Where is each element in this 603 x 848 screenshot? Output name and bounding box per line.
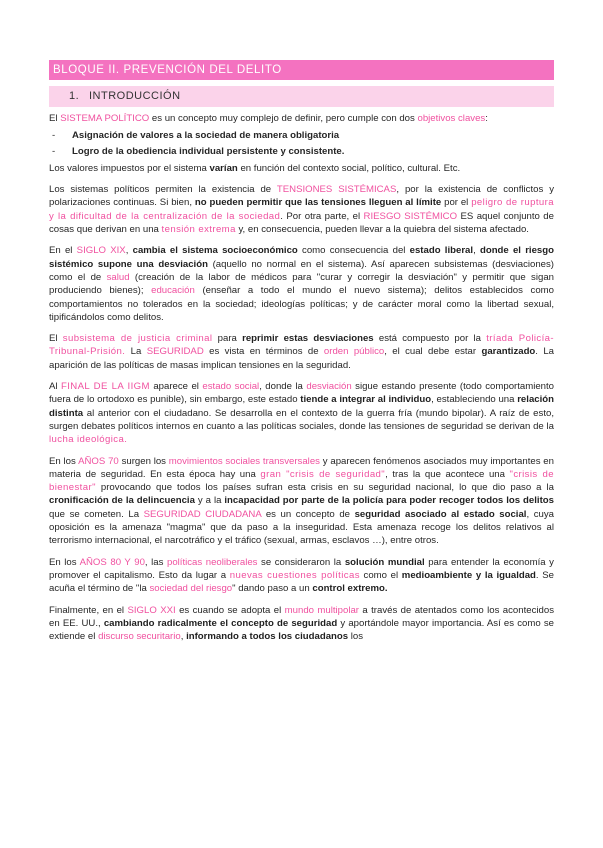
text: sigue estando presente (todo comportamiento fuera de lo ortodoxo es punible), sin embargo, este estado — [49, 381, 555, 406]
bold-text: donde el riesgo sistémico supone una desviación — [49, 245, 554, 270]
bold-text: reprimir estas desviaciones — [242, 333, 374, 345]
highlight: gran "crisis de seguridad" — [260, 468, 386, 480]
text: : — [485, 113, 488, 124]
section-title: INTRODUCCIÓN — [89, 90, 181, 102]
highlight: nuevas cuestiones políticas — [229, 569, 360, 581]
list-item-text: Logro de la obediencia individual persistente y consistente. — [72, 145, 345, 157]
bold-text: cambia el sistema socioeconómico — [132, 245, 298, 257]
text: En el — [49, 245, 77, 257]
text: Los valores impuestos por el sistema — [49, 162, 210, 174]
text: y a la — [194, 495, 225, 507]
highlight: estado social — [202, 381, 260, 393]
text: para entender la economía y promover el capitalismo. Esto da lugar a — [49, 556, 554, 581]
text: a través de atentados como los acontecidos en EE. UU., — [49, 604, 554, 629]
text: , por la existencia de conflictos y polarizaciones continuas. Si bien, — [49, 184, 554, 209]
list-item — [49, 129, 554, 142]
highlight: educación — [151, 285, 195, 297]
highlight: SISTEMA POLÍTICO — [60, 113, 150, 124]
text: en función del contexto social, político, cultural. Etc. — [237, 162, 461, 174]
bold-text: estado liberal — [409, 245, 474, 257]
text: y aparecen fenómenos asociados muy importantes en materia de seguridad. En esta época hay una — [49, 455, 554, 480]
bold-text: varían — [209, 162, 238, 174]
text: Al — [49, 381, 61, 393]
text: . La aparición de las políticas de masas implican tensiones en la seguridad. — [49, 346, 554, 371]
text: aparece el — [149, 381, 203, 393]
text: , — [125, 245, 133, 257]
bold-text: informando a todos los ciudadanos — [186, 631, 349, 643]
text: El — [49, 333, 63, 345]
text: y, en consecuencia, pueden llevar a la quiebra del sistema afectado. — [235, 224, 529, 236]
text: En los — [49, 455, 79, 467]
list-item — [49, 145, 554, 158]
bold-text: garantizado — [481, 346, 536, 358]
paragraph-siglo-xix — [49, 244, 554, 324]
text: , — [180, 631, 187, 643]
highlight: SEGURIDAD — [146, 346, 204, 358]
text: es un concepto muy complejo de definir, pero cumple con dos — [149, 113, 418, 124]
bold-text: no pueden permitir que las tensiones lleguen al límite — [194, 197, 442, 209]
section-heading — [49, 86, 554, 107]
text: , — [473, 245, 480, 257]
text: , cuya oposición es la amenaza "magma" que da paso a la inseguridad. Esta amenaza recoge los delitos relativos al terrorismo internacional, el narcotráfico y el tráfico (sexual, armas, esclavos …), entre otros. — [49, 508, 555, 547]
highlight: SIGLO XXI — [127, 604, 176, 616]
bullet-dash: - — [52, 130, 56, 142]
text: por el — [441, 197, 472, 209]
highlight: peligro de ruptura y la dificultad de la centralización de la sociedad — [49, 197, 554, 222]
paragraph-final-iigm — [49, 380, 554, 446]
bold-text: solución mundial — [344, 556, 425, 568]
section-number: 1. — [69, 90, 80, 102]
text: para — [212, 333, 243, 345]
text: , las — [144, 556, 167, 568]
text: surgen los — [118, 455, 169, 467]
text: al anterior con el ciudadano. Se desarrolla en el contexto de la guerra fría (mundo bipolar). A raíz de esto, surgen debates políticos internos en cuanto a las políticas sociales, donde las tensiones de seguridad se derivan de la — [49, 407, 554, 432]
text: . Por otra parte, el — [280, 210, 364, 222]
highlight: subsistema de justicia criminal — [62, 333, 213, 345]
highlight: movimientos sociales transversales — [168, 455, 320, 467]
highlight: FINAL DE LA IIGM — [60, 381, 150, 393]
bold-text: control extremo. — [312, 583, 388, 595]
text: ES aquel conjunto de cosas que derivan en una — [49, 210, 554, 236]
highlight: desviación — [306, 381, 352, 393]
document-body — [49, 112, 554, 651]
highlight: tríada Policía-Tribunal-Prisión. — [49, 333, 554, 358]
text: provocando que todos los países sufran esta crisis en su seguridad nacional, lo que dio paso a la — [95, 482, 554, 494]
text: los — [348, 631, 364, 643]
objectives-list — [49, 129, 554, 158]
bloque-heading: BLOQUE II. PREVENCIÓN DEL DELITO — [49, 60, 554, 80]
highlight: objetivos claves — [417, 113, 486, 124]
text: que se cometen. La — [49, 508, 144, 520]
text: (creación de la labor de médicos para "curar y corregir la desviación" y permitir que sigan produciendo bienes); — [49, 271, 554, 297]
paragraph-valores — [49, 162, 554, 175]
text: es cuando se adopta el — [175, 604, 285, 616]
text: , tras la que acontece una — [385, 468, 510, 480]
bold-text: incapacidad por parte de la policía para poder recoger todos los delitos — [224, 495, 554, 507]
highlight: tensión extrema — [161, 224, 236, 236]
text: como el — [359, 569, 402, 581]
highlight: TENSIONES SISTÉMICAS — [276, 184, 397, 196]
bold-text: relación distinta — [49, 394, 554, 419]
text: Los sistemas políticos permiten la existencia de — [49, 184, 277, 196]
highlight: sociedad del riesgo — [149, 583, 233, 595]
highlight: lucha ideológica. — [49, 434, 128, 446]
text: La — [125, 346, 147, 358]
highlight: "crisis de bienestar" — [49, 468, 554, 494]
highlight: SIGLO XIX — [76, 245, 126, 257]
text: , donde la — [259, 381, 307, 393]
paragraph-justicia-criminal — [49, 332, 554, 372]
paragraph-sistema-politico — [49, 112, 554, 125]
highlight: salud — [106, 271, 130, 283]
text: , el cual debe estar — [384, 346, 482, 358]
text: se consideraron la — [257, 556, 345, 568]
bold-text: cambiando radicalmente el concepto de seguridad — [103, 617, 338, 629]
bold-text: tiende a integrar al individuo — [300, 394, 432, 406]
highlight: orden público — [323, 346, 385, 358]
bold-text: seguridad asociado al estado social — [354, 508, 527, 520]
text: , estableciendo una — [431, 394, 518, 406]
paragraph-siglo-xxi — [49, 604, 554, 644]
highlight: discurso securitario — [98, 631, 181, 643]
text: . Se acuña el término de "la — [49, 569, 554, 595]
text: Finalmente, en el — [49, 604, 128, 616]
text: " dando paso a un — [232, 583, 313, 595]
highlight: AÑOS 70 — [78, 455, 119, 467]
highlight: SEGURIDAD CIUDADANA — [143, 508, 262, 520]
text: (enseñar a todo el mundo el nuevo sistema); delitos establecidos como comportamientos no tolerados en la sociedad; ideologías políticas; y de carácter moral como la libertad sexual, tipificándolos como delitos. — [49, 285, 554, 323]
list-item-text: Asignación de valores a la sociedad de manera obligatoria — [72, 130, 340, 142]
highlight: políticas neoliberales — [166, 556, 258, 568]
text: es un concepto de — [261, 508, 355, 520]
text: es vista en términos de — [203, 346, 324, 358]
paragraph-tensiones — [49, 183, 554, 236]
text: El — [49, 113, 61, 124]
bold-text: medioambiente y la igualdad — [401, 569, 536, 581]
paragraph-anos-70 — [49, 455, 554, 548]
text: (aquello no normal en el sistema). Así aparecen subsistemas (desviaciones) como el de — [49, 258, 554, 283]
highlight: RIESGO SISTÉMICO — [363, 210, 458, 222]
text: está compuesto por la — [373, 333, 487, 345]
text: como consecuencia del — [297, 245, 410, 257]
text: y aportándole mayor importancia. Así es como se extiende el — [49, 617, 554, 643]
highlight: mundo multipolar — [284, 604, 359, 616]
bold-text: cronificación de la delincuencia — [49, 495, 195, 507]
bullet-dash: - — [52, 145, 56, 157]
text: En los — [49, 556, 80, 568]
highlight: AÑOS 80 Y 90 — [79, 556, 145, 568]
paragraph-anos-80-90 — [49, 556, 554, 596]
